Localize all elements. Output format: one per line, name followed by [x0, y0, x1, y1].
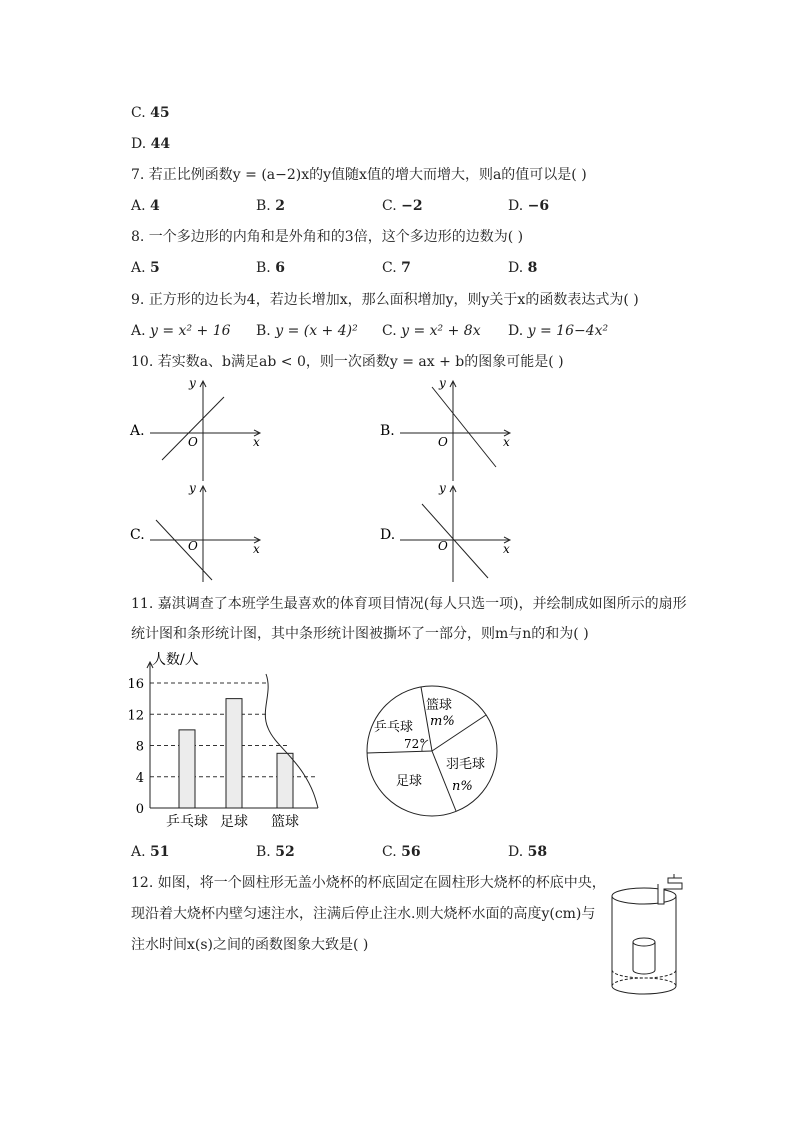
graph-c-label: C.: [130, 527, 145, 543]
q11-option-d: D. 58: [508, 844, 548, 860]
q7-option-d: D. −6: [508, 198, 550, 214]
q8-option-a: A. 5: [131, 260, 160, 276]
graph-b-origin: O: [438, 435, 448, 449]
q8-stem: 8. 一个多边形的内角和是外角和的3倍，这个多边形的边数为( ): [131, 229, 524, 245]
q12-line1: 12. 如图，将一个圆柱形无盖小烧杯的杯底固定在圆柱形大烧杯的杯底中央，: [131, 875, 606, 891]
small-beaker-bottom: [633, 970, 655, 974]
q8-option-b: B. 6: [256, 260, 285, 276]
pie-label-pingpong: 乒乓球: [374, 720, 414, 735]
graph-c-origin: O: [188, 539, 198, 553]
q7-option-a: A. 4: [131, 198, 160, 214]
q12-line2: 现沿着大烧杯内壁匀速注水，注满后停止注水.则大烧杯水面的高度y(cm)与: [131, 906, 596, 922]
q12-line3: 注水时间x(s)之间的函数图象大致是( ): [131, 937, 369, 953]
pie-divider-3: [367, 751, 432, 753]
q11-option-c: C. 56: [382, 844, 421, 860]
q9-stem: 9. 正方形的边长为4，若边长增加x，那么面积增加y，则y关于x的函数表达式为( ): [131, 292, 639, 308]
category-label-0: 乒乓球: [166, 814, 208, 830]
large-beaker-top: [612, 888, 676, 904]
q9-option-c: C. y = x² + 8x: [382, 323, 481, 339]
graph-c-line: [156, 520, 212, 580]
pie-label-badminton: 羽毛球: [446, 757, 486, 772]
graph-b-x-label: x: [503, 435, 510, 449]
pie-label-m: m%: [430, 714, 455, 729]
pie-label-n: n%: [452, 779, 473, 794]
q8-option-c: C. 7: [382, 260, 411, 276]
q10-graph-b: [380, 375, 520, 485]
large-beaker-bottom-front: [612, 986, 676, 994]
q10-graph-c: [130, 482, 270, 592]
q11-bar-chart: [128, 648, 328, 833]
category-label-2: 篮球: [271, 814, 299, 830]
q11-option-b: B. 52: [256, 844, 295, 860]
graph-d-x-label: x: [503, 542, 510, 556]
q8-option-d: D. 8: [508, 260, 538, 276]
category-label-1: 足球: [220, 814, 248, 830]
tick-label-8: 8: [135, 739, 144, 755]
graph-a-x-label: x: [253, 435, 260, 449]
bar-0: [179, 730, 195, 808]
bar-chart-category-labels: [166, 814, 299, 830]
q10-graph-d: [380, 482, 520, 592]
graph-d-line: [422, 504, 488, 578]
q11-pie-chart: [364, 683, 504, 823]
q11-stem-line2: 统计图和条形统计图，其中条形统计图被撕坏了一部分，则m与n的和为( ): [131, 626, 589, 642]
graph-a-label: A.: [130, 423, 145, 439]
small-beaker-top: [633, 938, 655, 946]
q7-stem: 7. 若正比例函数y = (a−2)x的y值随x值的增大而增大，则a的值可以是( ): [131, 167, 587, 183]
pie-label-basketball: 篮球: [426, 698, 453, 713]
graph-d-origin: O: [438, 539, 448, 553]
q7-option-c: C. −2: [382, 198, 423, 214]
tick-label-0: 0: [135, 802, 144, 817]
bar-chart-ylabel: 人数/人: [152, 652, 199, 668]
bar-2: [277, 753, 293, 808]
tick-label-4: 4: [135, 770, 144, 786]
q9-option-a: A. y = x² + 16: [131, 323, 231, 339]
graph-c-y-label: y: [189, 481, 196, 495]
q6-option-c: C. 45: [131, 105, 170, 121]
q9-option-b: B. y = (x + 4)²: [256, 323, 358, 339]
graph-b-line: [432, 387, 496, 467]
graph-b-y-label: y: [439, 376, 446, 390]
q11-option-a: A. 51: [131, 844, 170, 860]
large-beaker-bottom-back: [612, 978, 676, 986]
graph-a-y-label: y: [189, 376, 196, 390]
pie-label-angle: 72°: [404, 737, 426, 751]
q7-option-b: B. 2: [256, 198, 285, 214]
bar-chart-bars: [179, 699, 293, 808]
q12-beaker-figure: [606, 874, 696, 1002]
q10-graph-a: [130, 375, 270, 485]
graph-c-x-label: x: [253, 542, 260, 556]
graph-a-line: [162, 397, 224, 460]
q6-option-d: D. 44: [131, 136, 171, 152]
graph-a-origin: O: [188, 435, 198, 449]
bar-1: [226, 699, 242, 808]
graph-b-label: B.: [380, 423, 395, 439]
graph-d-y-label: y: [439, 481, 446, 495]
q11-stem-line1: 11. 嘉淇调查了本班学生最喜欢的体育项目情况(每人只选一项)，并绘制成如图所示的扇形: [131, 596, 687, 612]
tick-label-12: 12: [127, 708, 144, 724]
q9-option-d: D. y = 16−4x²: [508, 323, 609, 339]
bar-chart-tick-labels: [127, 677, 144, 817]
pie-label-football: 足球: [396, 774, 423, 789]
tick-label-16: 16: [127, 677, 144, 692]
graph-d-label: D.: [380, 527, 396, 543]
q10-stem: 10. 若实数a、b满足ab < 0，则一次函数y = ax + b的图象可能是( ): [131, 354, 564, 370]
